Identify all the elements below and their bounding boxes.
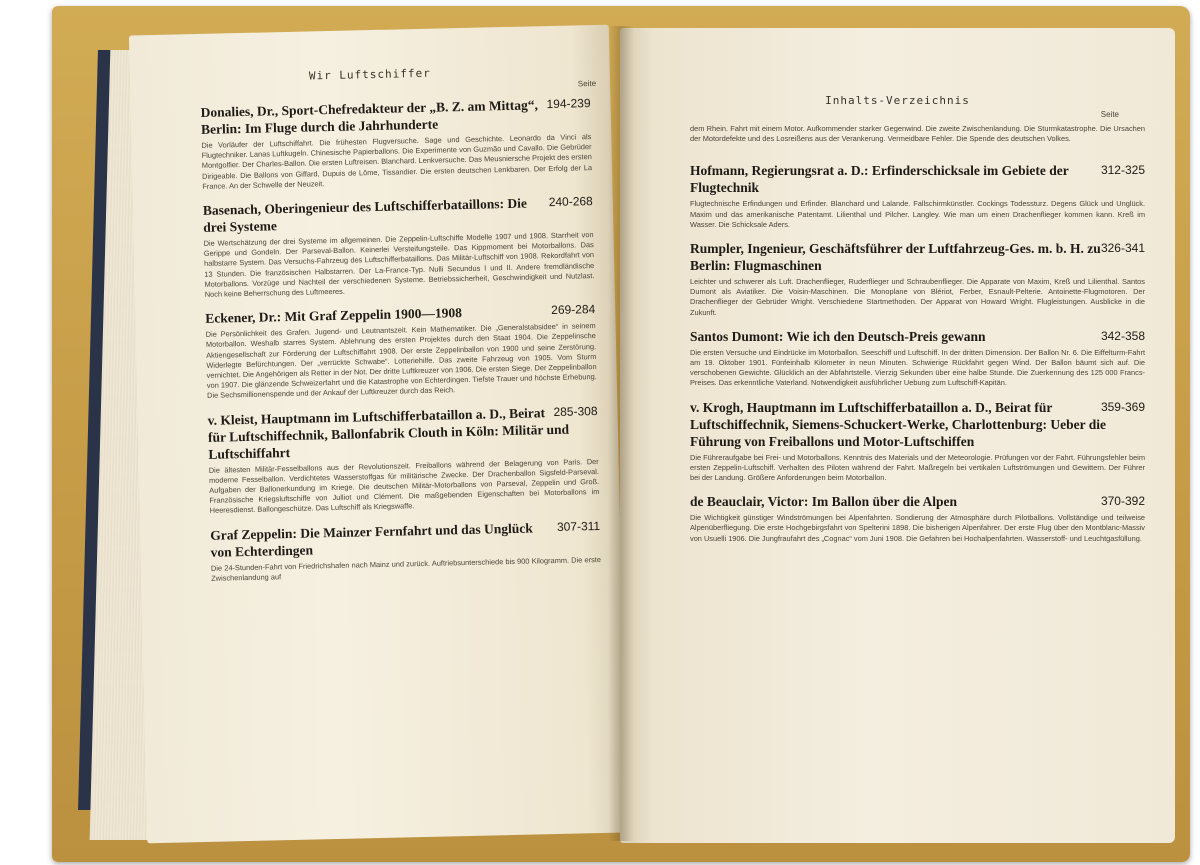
toc-entry xyxy=(690,328,1145,389)
toc-entry xyxy=(690,399,1145,484)
entry-summary: Leichter und schwerer als Luft. Drachenflieger, Ruderflieger und Schraubenflieger. Die Apparate von Maxim, Kreß und Lilienthal. Santos Dumont als Aviatiker. Die Voisin-Maschinen. Die Monoplane von Blériot, Ferber, Esnault-Pelterie. Antoinette-Flugmotoren. Der Drachenflieger der Gebrüder Wright. Verschiedene Startmethoden. Der Apparat von Howard Wright. Flugleistungen. Ausblicke in die Zukunft. xyxy=(690,277,1145,317)
toc-entry xyxy=(690,240,1145,318)
entry-title: 359-369 v. Krogh, Hauptmann im Luftschifferbataillon a. D., Beirat für Luftschiffechnik, Siemens-Schuckert-Werke, Charlottenburg: Ueber die Führung von Freiballons und Motor-Luftschiffen xyxy=(690,399,1145,449)
entry-summary: Die Vorläufer der Luftschiffahrt. Die frühesten Flugversuche. Sage und Geschichte. Leonardo da Vinci als Flugtechniker. Lanas Luftkugeln. Chinesische Papierballons. Die Experimente von Guzmão und Cavallo. Die Gebrüder Montgolfier. Der Charles-Ballon. Die ersten Luftreisen. Blanchard. Lenkversuche. Das Meusniersche Projekt des ersten Dirigeable. Die Ballons von Giffard, Dupuis de Lôme, Tissandier. Die ersten deutschen Lenkbaren. Der Erfolg der La France. An der Schwelle der Neuzeit. xyxy=(201,132,593,191)
entry-title: 326-341 Rumpler, Ingenieur, Geschäftsführer der Luftfahrzeug-Ges. m. b. H. zu Berlin: Flugmaschinen xyxy=(690,241,1145,274)
book-gutter xyxy=(608,26,634,841)
running-head-left: Wir Luftschiffer xyxy=(308,66,431,83)
entry-title: 342-358 Santos Dumont: Wie ich den Deutsch-Preis gewann xyxy=(690,328,1145,344)
entry-title: 240-268 Basenach, Oberingenieur des Luftschifferbataillons: Die drei Systeme xyxy=(202,194,593,235)
running-head-right: Inhalts-Verzeichnis xyxy=(825,94,970,107)
entry-pages: 370-392 xyxy=(1100,494,1145,509)
toc-entry xyxy=(210,518,601,584)
entry-pages: 285-308 xyxy=(553,403,598,419)
toc-entry xyxy=(203,193,595,300)
entry-pages: 269-284 xyxy=(551,302,596,318)
entry-summary: Flugtechnische Erfindungen und Erfinder. Blanchard und Lalande. Fallschirmkünstler. Cockings Todessturz. Degens Glück und Unglück. Maxim und das amerikanische Patentamt. Lilienthal und Pilcher. Langley. Wie man um einen Drachenflieger kommen kann. Kreß im Wasser. Die Schicksale Aders. xyxy=(690,199,1145,229)
left-entries xyxy=(200,95,601,594)
entry-pages: 342-358 xyxy=(1100,328,1145,343)
entry-pages: 307-311 xyxy=(556,518,601,534)
entry-summary: Die Führeraufgabe bei Frei- und Motorballons. Kenntnis des Materials und der Meteorologie. Prüfungen vor der Fahrt. Führungsfehler beim ersten Zeppelin-Luftschiff. Verhalten des Piloten während der Fahrt. Maßregeln bei vertikalen Luftströmungen und Gewittern. Der Führer bei der Landung. Größere Anforderungen beim Motorballon. xyxy=(690,452,1145,483)
entry-summary: Die Persönlichkeit des Grafen. Jugend- und Leutnantszeit. Kein Mathematiker. Die „Generalstabsidee“ in seinem Motorballon. Weshalb starres System. Ablehnung des ersten Projektes durch den Staat 1904. Die Zeppelinsche Aktiengesellschaft zur Förderung der Luftschiffahrt 1908. Der erste Zeppelinballon von 1900 und seine Zerstörung. Widerlegte Befürchtungen. Der „verrückte Schwabe“. Lotteriehilfe. Das zweite Fahrzeug von 1905. Vom Sturm vernichtet. Die Angehörigen als Retter in der Not. Der dritte Luftkreuzer von 1906. Die ersten Siege. Der Zeppelinballon von 1907. Die glänzende Schweizerfahrt und die Katastrophe von Echterdingen. Tiefste Trauer und höchste Erhebung. Die Sechsmillionenspende und der Ankauf der Luftkreuzer durch das Reich. xyxy=(205,321,597,401)
entry-summary: Die 24-Stunden-Fahrt von Friedrichshafen nach Mainz und zurück. Auftriebsunterschiede bis 900 Kilogramm. Die erste Zwischenlandung auf xyxy=(210,554,601,583)
seite-label-left: Seite xyxy=(577,78,597,89)
continuation-summary: dem Rhein. Fahrt mit einem Motor. Aufkommender starker Gegenwind. Die zweite Zwischenlandung. Die Sturmkatastrophe. Die Ursachen der Motordefekte und des Losreißens aus der Verankerung. Vermeidbare Fehler. Die Spende des deutschen Volkes. xyxy=(690,124,1145,144)
entry-title: 312-325 Hofmann, Regierungsrat a. D.: Erfinderschicksale im Gebiete der Flugtechnik xyxy=(690,163,1145,196)
entry-summary: Die ersten Versuche und Eindrücke im Motorballon. Seeschiff und Luftschiff. In der dritten Dimension. Der Ballon Nr. 6. Die Eiffelturm-Fahrt am 19. Oktober 1901. Fünfeinhalb Kilometer in neun Minuten. Schwierige Rückfahrt gegen Wind. Der Ballon bäumt sich auf. Die verschobenen Gewichte. Glücklich an der Abfahrtstelle. Vierzig Sekunden über eine halbe Stunde. Die Zuerkennung des 125 000 Francs-Preises. Das erkenntliche Vaterland. Notwendigkeit ausführlicher Uebung zum Luftschiff-Kapitän. xyxy=(690,347,1145,388)
entry-title: 194-239 Donalies, Dr., Sport-Chefredakteur der „B. Z. am Mittag“, Berlin: Im Fluge durch die Jahrhunderte xyxy=(200,96,591,137)
toc-entry xyxy=(207,403,599,517)
entry-title: 285-308 v. Kleist, Hauptmann im Luftschifferbataillon a. D., Beirat für Luftschiffechnik, Ballonfabrik Clouth in Köln: Militär und Luftschiffahrt xyxy=(207,403,598,462)
toc-entry xyxy=(205,301,597,401)
entry-summary: Die ältesten Militär-Fesselballons aus der Revolutionszeit. Freiballons während der Belagerung von Paris. Der moderne Fesselballon. Verdichtetes Wasserstoffgas für militärische Zwecke. Der Drachenballon Sigsfeld-Parseval. Aufgaben der Ballonerkundung im Kriege. Die deutschen Militär-Motorballons von Parseval, Zeppelin und Groß. Französische Kriegsluftschiffe von Julliot und Clément. Die maßgebenden Eigenschaften bei Motorballons im Heeresdienst. Ballongeschütze. Das Luftschiff als Kriegswaffe. xyxy=(208,456,600,516)
right-entries xyxy=(690,124,1145,554)
entry-pages: 359-369 xyxy=(1100,399,1145,414)
entry-title: 269-284 Eckener, Dr.: Mit Graf Zeppelin 1900—1908 xyxy=(205,302,596,327)
entry-pages: 312-325 xyxy=(1100,163,1145,178)
entry-title: 307-311 Graf Zeppelin: Die Mainzer Fernfahrt und das Unglück von Echterdingen xyxy=(210,518,601,560)
toc-entry xyxy=(690,493,1145,544)
right-page xyxy=(620,28,1175,843)
entry-summary: Die Wichtigkeit günstiger Windströmungen bei Alpenfahrten. Sondierung der Atmosphäre durch Pilotballons. Vollständige und teilweise Alpenüberfliegung. Die erste Hochgebirgsfahrt von Spelterini 1898. Die bisherigen Alpenfahrer. Der erste Flug über den Montblanc-Massiv von Usuelli 1906. Die Jungfraufahrt des „Cognac“ vom Juni 1908. Die Gefahren bei Hochalpenfahrten. Wasserstoff- und Leuchtgasfüllung. xyxy=(690,513,1145,543)
entry-summary: Die Wertschätzung der drei Systeme im allgemeinen. Die Zeppelin-Luftschiffe Modelle 1907 und 1908. Starrheit von Gerippe und Gondeln. Der Parseval-Ballon. Keinerlei Versteifungsteile. Das Kippmoment bei Motorballons. Das halbstarre System. Das Versuchs-Fahrzeug des Luftschifferbataillons. Das Militär-Luftschiff von 1908. Rekordfahrt von 13 Stunden. Die französischen Halbstarren. Der La-France-Typ. Nulli Secundus I und II. Andere fremdländische Motorballons. Vorzüge und Nachteil der verschiedenen Systeme. Betriebssicherheit, Geschwindigkeit und Nutzlast. Noch keine Beherrschung des Luftmeeres. xyxy=(203,230,595,299)
entry-pages: 194-239 xyxy=(546,96,591,112)
entry-pages: 240-268 xyxy=(548,194,593,210)
entry-title: 370-392 de Beauclair, Victor: Im Ballon über die Alpen xyxy=(690,494,1145,510)
seite-label-right: Seite xyxy=(1100,110,1119,119)
entry-pages: 326-341 xyxy=(1100,241,1145,256)
toc-entry xyxy=(200,95,592,192)
toc-entry xyxy=(690,162,1145,230)
left-page xyxy=(129,25,627,844)
